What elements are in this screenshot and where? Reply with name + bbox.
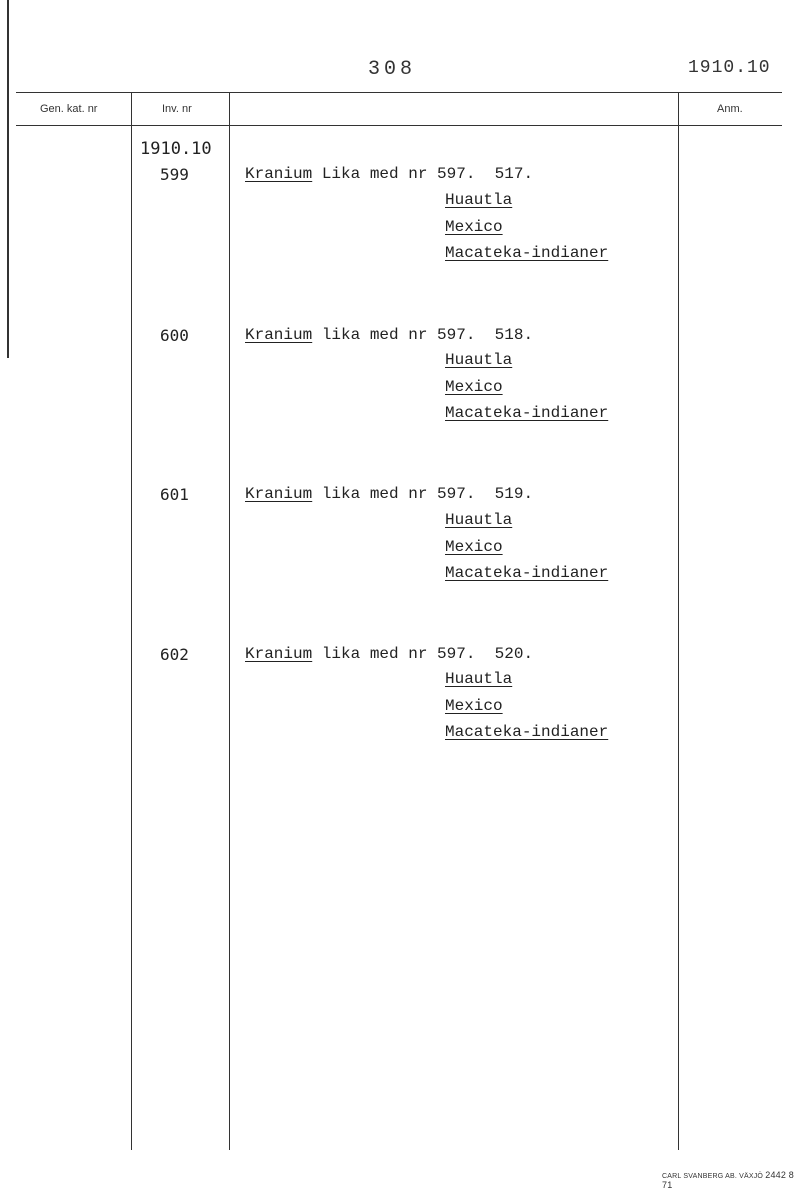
- inv-number: 600: [160, 326, 189, 345]
- header-date: 1910.10: [688, 58, 771, 78]
- entry-group: Macateka-indianer: [445, 404, 609, 422]
- page-number: 308: [368, 58, 417, 81]
- entry-description: [245, 485, 533, 503]
- entry-country: Mexico: [445, 378, 503, 396]
- inv-date-marker: 1910.10: [140, 139, 212, 159]
- inv-number: 599: [160, 165, 189, 184]
- specimen-kind: Kranium: [245, 165, 313, 183]
- entry-country: Mexico: [445, 697, 503, 715]
- column-divider-inv: [131, 92, 132, 1150]
- entry-place: Huautla: [445, 670, 513, 688]
- printer-imprint: [662, 1170, 795, 1190]
- inv-number: 601: [160, 485, 189, 504]
- column-header-anm: Anm.: [717, 103, 743, 115]
- entry-group: Macateka-indianer: [445, 244, 609, 262]
- entry-reference: Lika med nr 597. 517.: [312, 165, 534, 183]
- column-divider-anm: [678, 92, 679, 1150]
- entry-country: Mexico: [445, 218, 503, 236]
- form-code: 2442 8 71: [662, 1170, 794, 1190]
- entry-reference: lika med nr 597. 520.: [312, 645, 534, 663]
- entry-country: Mexico: [445, 538, 503, 556]
- column-header-gen-kat-nr: Gen. kat. nr: [40, 103, 98, 115]
- entry-place: Huautla: [445, 511, 513, 529]
- printer-name: CARL SVANBERG AB. VÄXJÖ: [662, 1173, 764, 1180]
- entry-group: Macateka-indianer: [445, 564, 609, 582]
- specimen-kind: Kranium: [245, 485, 313, 503]
- entry-description: [245, 165, 533, 183]
- binder-margin-line: [7, 0, 9, 358]
- entry-place: Huautla: [445, 351, 513, 369]
- entry-reference: lika med nr 597. 518.: [312, 326, 534, 344]
- entry-group: Macateka-indianer: [445, 723, 609, 741]
- inv-number: 602: [160, 645, 189, 664]
- column-divider-description: [229, 92, 230, 1150]
- column-header-inv-nr: Inv. nr: [162, 103, 192, 115]
- entry-reference: lika med nr 597. 519.: [312, 485, 534, 503]
- specimen-kind: Kranium: [245, 645, 313, 663]
- specimen-kind: Kranium: [245, 326, 313, 344]
- entry-description: [245, 645, 533, 663]
- entry-description: [245, 326, 533, 344]
- entry-place: Huautla: [445, 191, 513, 209]
